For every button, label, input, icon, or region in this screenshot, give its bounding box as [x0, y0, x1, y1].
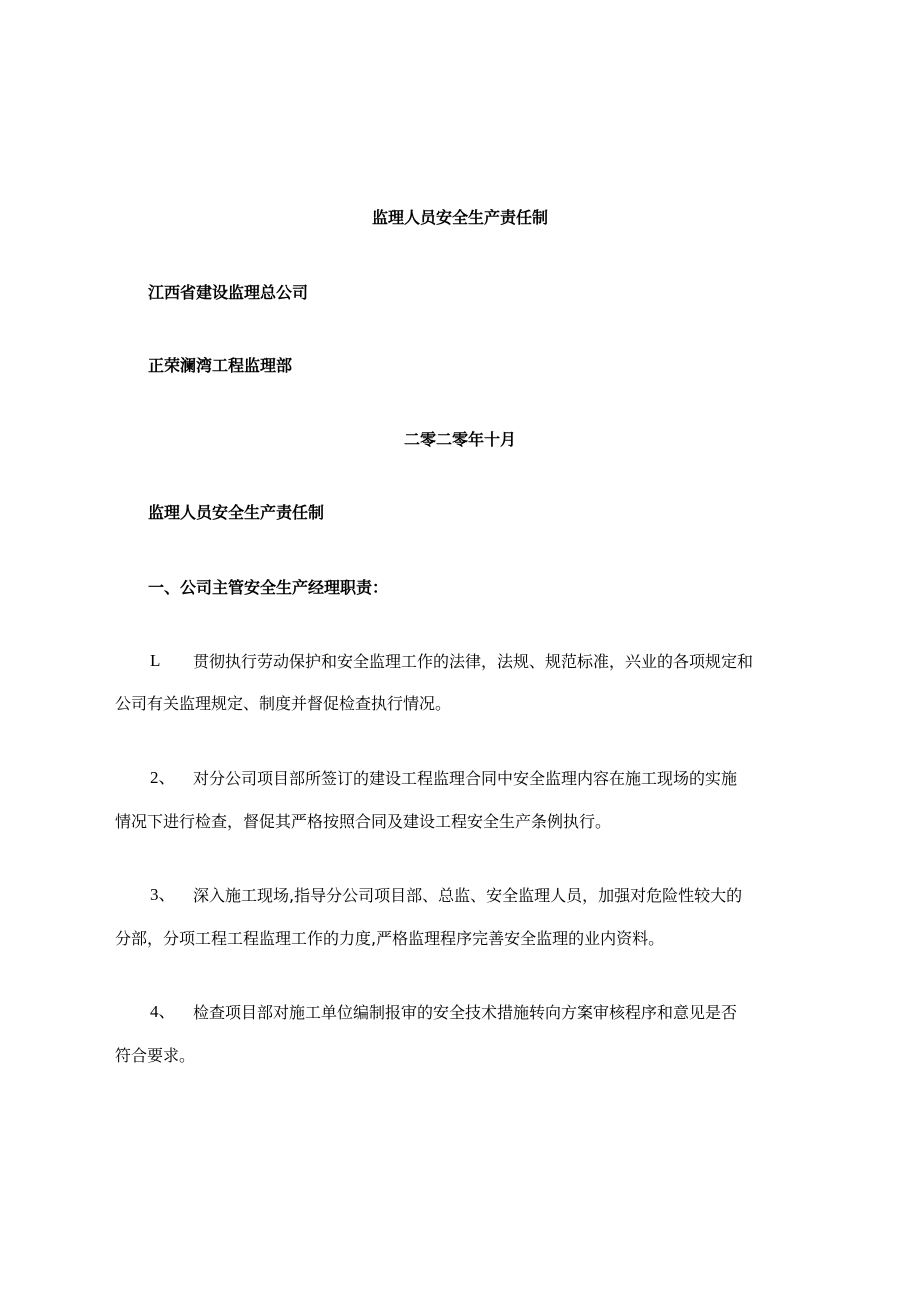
- item-number: 4、: [150, 1002, 176, 1021]
- item-number: 3、: [150, 885, 176, 904]
- document-title: 监理人员安全生产责任制: [371, 208, 548, 227]
- section-heading: 一、公司主管安全生产经理职责：: [148, 578, 389, 597]
- department-name: 正荣澜湾工程监理部: [148, 356, 293, 375]
- item-text-line: 深入施工现场,指导分公司项目部、总监、安全监理人员，加强对危险性较大的: [193, 886, 743, 905]
- item-text-line: 公司有关监理规定、制度并督促检查执行情况。: [115, 694, 452, 713]
- item-number: L: [150, 651, 161, 670]
- item-text-line: 检查项目部对施工单位编制报审的安全技术措施转向方案审核程序和意见是否: [193, 1003, 738, 1022]
- item-text-line: 符合要求。: [115, 1046, 196, 1065]
- item-number: 2、: [150, 768, 176, 787]
- document-date: 二零二零年十月: [403, 430, 516, 449]
- item-text-line: 情况下进行检查，督促其严格按照合同及建设工程安全生产条例执行。: [115, 812, 612, 831]
- company-name: 江西省建设监理总公司: [148, 283, 309, 302]
- item-text-line: 分部，分项工程工程监理工作的力度,严格监理程序完善安全监理的业内资料。: [115, 929, 665, 948]
- document-subtitle: 监理人员安全生产责任制: [148, 503, 325, 522]
- item-text-line: 对分公司项目部所签订的建设工程监理合同中安全监理内容在施工现场的实施: [193, 769, 738, 788]
- item-text-line: 贯彻执行劳动保护和安全监理工作的法律，法规、规范标准，兴业的各项规定和: [193, 652, 754, 671]
